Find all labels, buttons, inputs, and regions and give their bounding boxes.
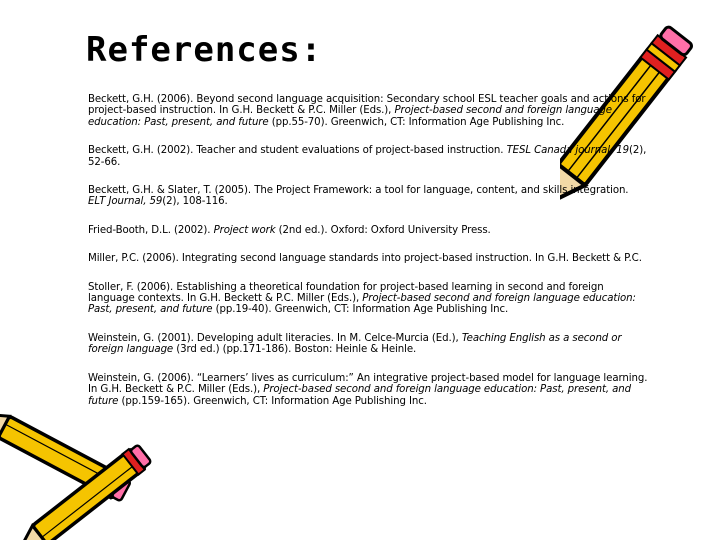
reference-text: Beckett, G.H. & Slater, T. (2005). The Project Framework: a tool for language, content, and skills integration. — [88, 185, 629, 197]
reference-text: (pp.159‐165). Greenwich, CT: Information Age Publishing Inc. — [118, 395, 427, 407]
reference-list — [88, 94, 648, 424]
reference-text: (3rd ed.) (pp.171‐186). Boston: Heinle & Heinle. — [173, 344, 417, 356]
reference-item — [88, 145, 648, 168]
reference-item — [88, 333, 648, 356]
reference-italic-text: Project‐based second and foreign language education: Past, present, and future — [88, 105, 612, 128]
reference-text: Beckett, G.H. (2006). Beyond second language acquisition: Secondary school ESL teacher goals and actions for project‐based instruction. In G.H. Beckett & P.C. Miller (Eds.), — [88, 94, 646, 117]
reference-item — [88, 185, 648, 208]
reference-item — [88, 225, 648, 236]
reference-item — [88, 94, 648, 128]
reference-italic-text: TESL Canada journal, 19 — [506, 145, 629, 157]
reference-text: Fried‐Booth, D.L. (2002). — [88, 224, 214, 236]
reference-item — [88, 282, 648, 316]
reference-italic-text: ELT Journal, 59 — [88, 196, 163, 208]
reference-text: (pp.55‐70). Greenwich, CT: Information Age Publishing Inc. — [268, 116, 565, 128]
reference-text: (pp.19‐40). Greenwich, CT: Information Age Publishing Inc. — [212, 304, 509, 316]
reference-text: Stoller, F. (2006). Establishing a theoretical foundation for project‐based learning in second and foreign language contexts. In G.H. Beckett & P.C. Miller (Eds.), — [88, 281, 604, 305]
reference-text: (2nd ed.). Oxford: Oxford University Press. — [275, 224, 491, 236]
reference-item — [88, 373, 648, 407]
reference-text: Miller, P.C. (2006). Integrating second language standards into project‐based instruction. In G.H. Beckett & P.C. — [88, 253, 642, 265]
reference-text: (2), 52‐66. — [88, 145, 647, 168]
reference-italic-text: Project‐based second and foreign language education: Past, present, and future — [88, 293, 636, 316]
page-title: References: — [86, 30, 323, 70]
reference-text: Weinstein, G. (2006). “Learners’ lives as curriculum:” An integrative project‐based model for language learning. In G.H. Beckett & P.C. Miller (Eds.), — [88, 372, 648, 396]
reference-italic-text: Teaching English as a second or foreign language — [88, 332, 622, 356]
reference-item — [88, 253, 648, 264]
reference-text: (2), 108‐116. — [162, 196, 228, 208]
reference-italic-text: Project work — [213, 224, 276, 236]
reference-italic-text: Project‐based second and foreign language education: Past, present, and future — [88, 384, 632, 407]
reference-text: Weinstein, G. (2001). Developing adult literacies. In M. Celce‐Murcia (Ed.), — [88, 332, 462, 344]
reference-text: Beckett, G.H. (2002). Teacher and student evaluations of project‐based instruction. — [88, 145, 507, 157]
